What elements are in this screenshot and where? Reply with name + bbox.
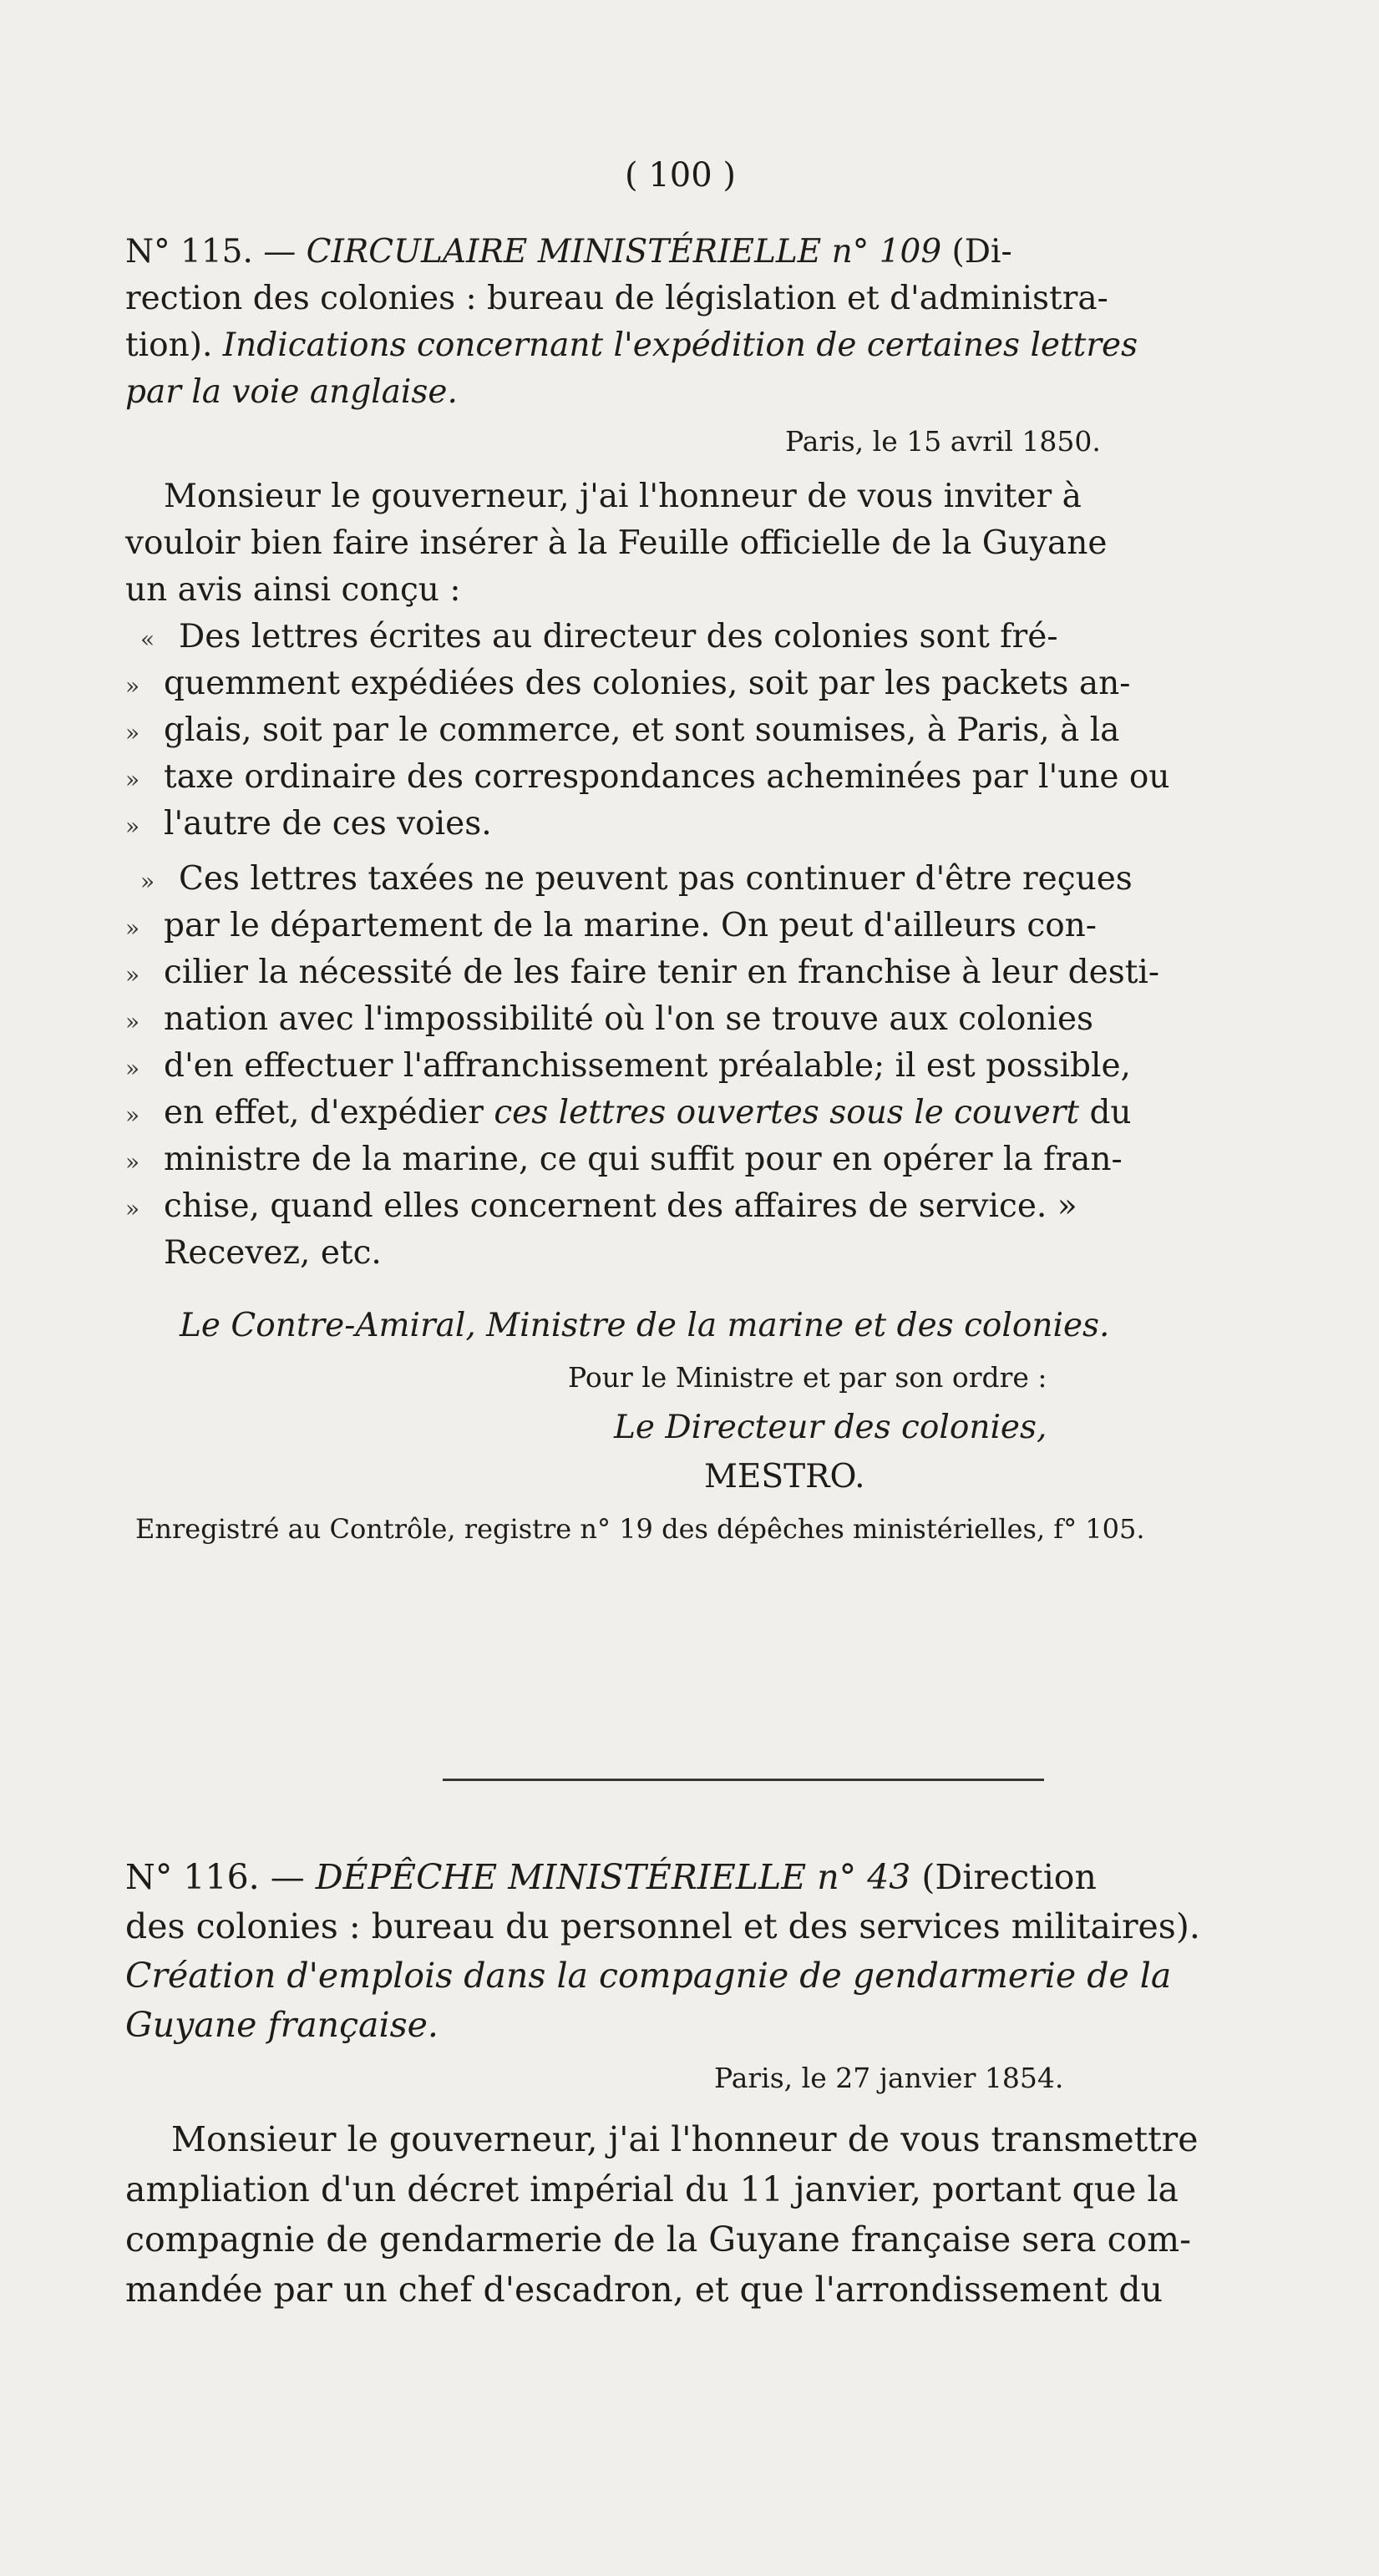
quote-mark: » xyxy=(125,961,140,989)
entry-ref-number: n° 43 xyxy=(817,1857,911,1897)
quote-mark: » xyxy=(125,766,140,793)
entry-type: CIRCULAIRE MINISTÉRIELLE xyxy=(306,233,822,271)
body-line: ampliation d'un décret impérial du 11 janvier, portant que la xyxy=(125,2169,1179,2209)
body-line: Monsieur le gouverneur, j'ai l'honneur de vous transmettre xyxy=(171,2119,1199,2159)
body-line: vouloir bien faire insérer à la Feuille officielle de la Guyane xyxy=(125,524,1108,562)
page-header: ( 100 ) xyxy=(625,156,736,195)
body-line: mandée par un chef d'escadron, et que l'arrondissement du xyxy=(125,2270,1164,2310)
body-line: » par le département de la marine. On peut d'ailleurs con- xyxy=(125,907,1097,944)
quote-mark: » xyxy=(125,812,140,840)
entry-heading-line xyxy=(125,233,1012,271)
entry-date: Paris, le 15 avril 1850. xyxy=(785,425,1101,458)
entry-subject: par la voie anglaise. xyxy=(125,373,458,411)
emphasis-text: ces lettres ouvertes sous le couvert xyxy=(494,1094,1080,1131)
entry-desc-line xyxy=(125,326,1138,364)
entry-date: Paris, le 27 janvier 1854. xyxy=(714,2062,1064,2094)
section-divider xyxy=(443,1779,1044,1781)
entry-dash: — xyxy=(270,1857,305,1897)
body-line: » l'autre de ces voies. xyxy=(125,805,492,843)
signature-name: MESTRO. xyxy=(704,1458,865,1495)
entry-subject: Indications concernant l'expédition de certaines lettres xyxy=(222,326,1138,364)
body-line: » quemment expédiées des colonies, soit par les packets an- xyxy=(125,665,1131,702)
signature-role: Le Directeur des colonies, xyxy=(614,1409,1047,1446)
quote-mark: » xyxy=(125,1055,140,1082)
entry-ref-number: n° 109 xyxy=(831,233,942,271)
entry-desc-line: (Direction xyxy=(921,1857,1097,1897)
body-line: » chise, quand elles concernent des affaires de service. » xyxy=(125,1187,1077,1225)
entry-desc-line: (Di- xyxy=(951,233,1012,271)
body-line: » taxe ordinaire des correspondances acheminées par l'une ou xyxy=(125,758,1170,796)
body-line: » en effet, d'expédier ces lettres ouvertes sous le couvert du xyxy=(125,1094,1132,1131)
body-line: un avis ainsi conçu : xyxy=(125,571,461,609)
entry-desc-line: des colonies : bureau du personnel et des services militaires). xyxy=(125,1906,1200,1946)
quote-mark: « xyxy=(140,625,155,653)
registration-note: Enregistré au Contrôle, registre n° 19 des dépêches ministérielles, f° 105. xyxy=(135,1513,1145,1545)
body-line: compagnie de gendarmerie de la Guyane française sera com- xyxy=(125,2219,1192,2260)
body-line: « Des lettres écrites au directeur des colonies sont fré- xyxy=(140,618,1058,655)
quote-mark: » xyxy=(125,1008,140,1035)
quote-mark: » xyxy=(140,868,155,895)
closing-line: Recevez, etc. xyxy=(164,1234,382,1272)
body-line: » ministre de la marine, ce qui suffit pour en opérer la fran- xyxy=(125,1141,1123,1178)
quote-mark: » xyxy=(125,719,140,746)
entry-desc-part: tion). xyxy=(125,326,213,364)
quote-mark: » xyxy=(125,914,140,942)
entry-desc-line: rection des colonies : bureau de législation et d'administra- xyxy=(125,280,1108,317)
quote-mark: » xyxy=(125,1148,140,1176)
signature-title: Le Contre-Amiral, Ministre de la marine et des colonies. xyxy=(180,1307,1110,1344)
signature-order: Pour le Ministre et par son ordre : xyxy=(568,1361,1047,1394)
quote-mark: » xyxy=(125,1101,140,1129)
entry-number: N° 116. xyxy=(125,1857,260,1897)
body-line: » nation avec l'impossibilité où l'on se trouve aux colonies xyxy=(125,1000,1094,1038)
entry-subject: Guyane française. xyxy=(125,2005,439,2045)
body-line: Monsieur le gouverneur, j'ai l'honneur de vous inviter à xyxy=(164,478,1082,515)
body-line: » d'en effectuer l'affranchissement préalable; il est possible, xyxy=(125,1047,1131,1085)
body-line: » cilier la nécessité de les faire tenir en franchise à leur desti- xyxy=(125,954,1160,991)
entry-type: DÉPÊCHE MINISTÉRIELLE xyxy=(315,1857,807,1897)
entry-number: N° 115. xyxy=(125,233,253,271)
quote-mark: » xyxy=(125,672,140,700)
quote-mark: » xyxy=(125,1195,140,1222)
entry-subject: Création d'emplois dans la compagnie de gendarmerie de la xyxy=(125,1956,1172,1996)
body-line: » glais, soit par le commerce, et sont soumises, à Paris, à la xyxy=(125,711,1120,749)
body-line: » Ces lettres taxées ne peuvent pas continuer d'être reçues xyxy=(140,860,1133,898)
entry-dash: — xyxy=(263,233,297,271)
entry-heading-line xyxy=(125,1857,1097,1897)
